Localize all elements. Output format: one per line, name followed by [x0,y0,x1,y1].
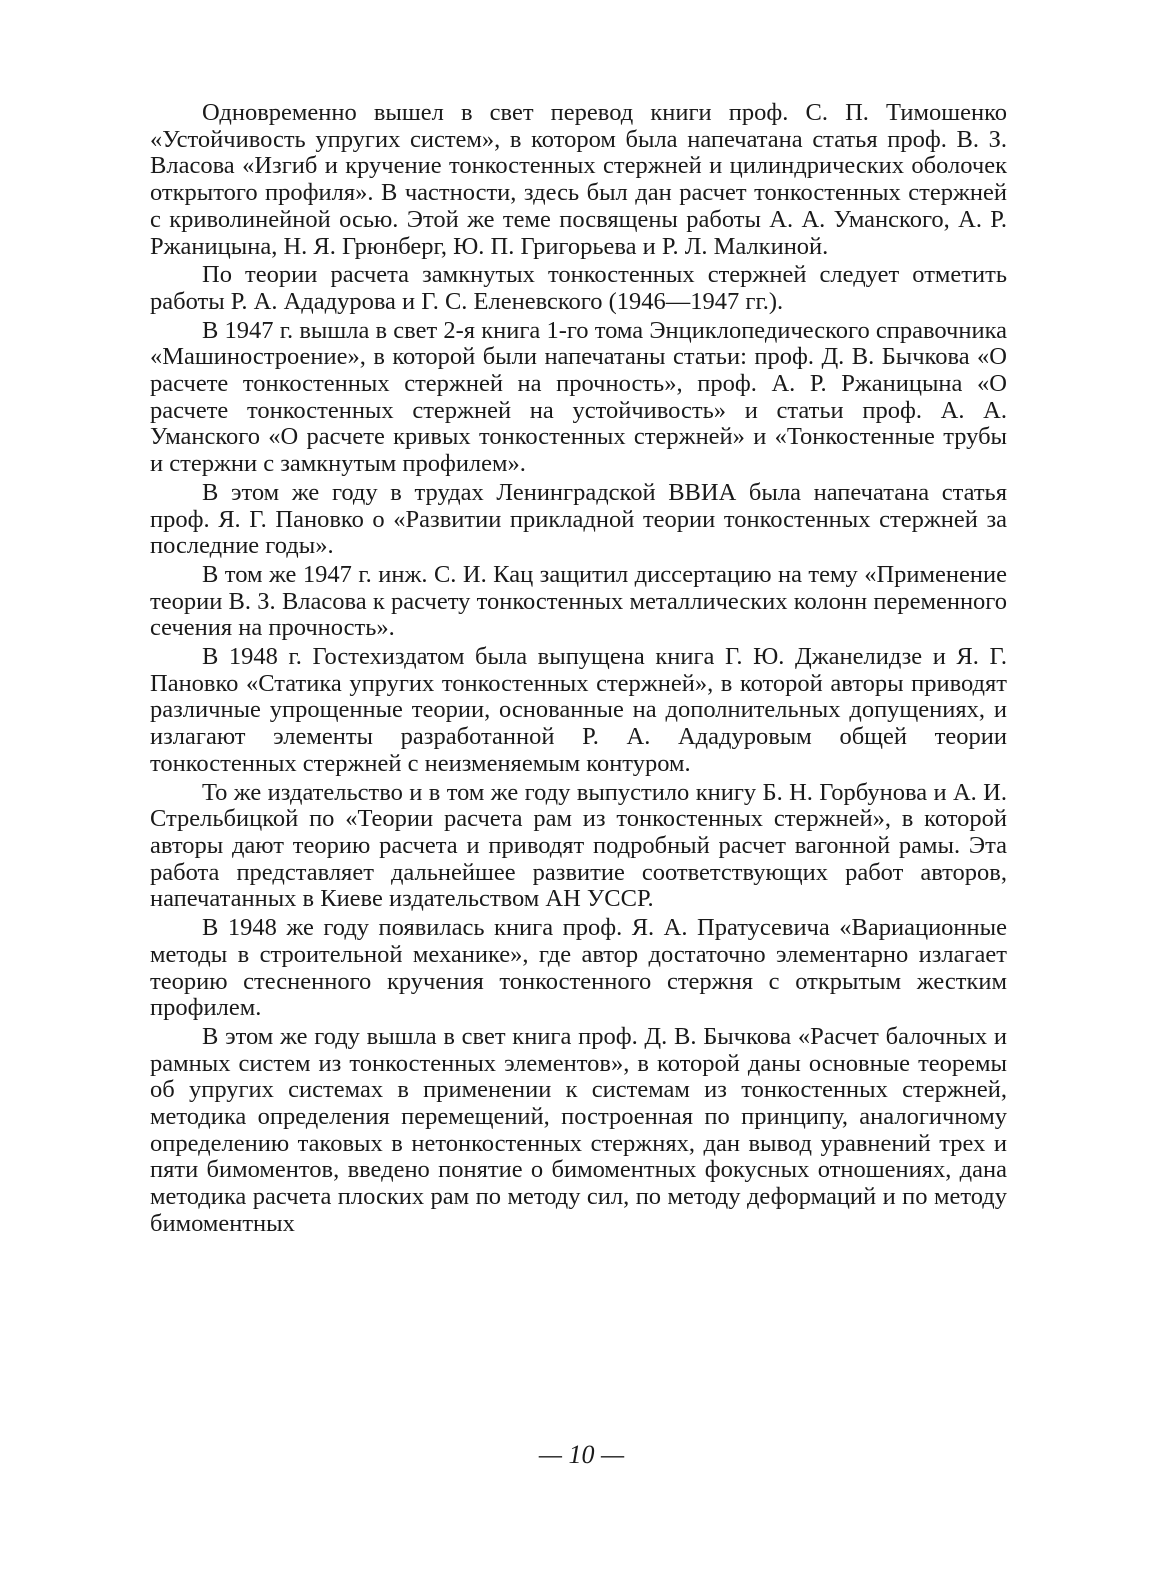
paragraph-5: В том же 1947 г. инж. С. И. Кац защитил диссертацию на тему «Применение теории В. З. Власова к расчету тонкостенных металлических колонн переменного сечения на прочность». [150,560,1007,642]
paragraph-3: В 1947 г. вышла в свет 2-я книга 1-го тома Энциклопедического справочника «Машиностроение», в которой были напечатаны статьи: проф. Д. В. Бычкова «О расчете тонкостенных стержней на прочность», проф. А. Р. Ржаницына «О расчете тонкостенных стержней на устойчивость» и статьи проф. А. А. Уманского «О расчете кривых тонкостенных стержней» и «Тонкостенные трубы и стержни с замкнутым профилем». [150,316,1007,478]
paragraph-8: В 1948 же году появилась книга проф. Я. А. Пратусевича «Вариационные методы в строительной механике», где автор достаточно элементарно излагает теорию стесненного кручения тонкостенного стержня с открытым жестким профилем. [150,914,1007,1022]
paragraph-6: В 1948 г. Гостехиздатом была выпущена книга Г. Ю. Джанелидзе и Я. Г. Пановко «Статика упругих тонкостенных стержней», в которой авторы приводят различные упрощенные теории, основанные на дополнительных допущениях, и излагают элементы разработанной Р. А. Ададуровым общей теории тонкостенных стержней с неизменяемым контуром. [150,643,1007,777]
paragraph-2: По теории расчета замкнутых тонкостенных стержней следует отметить работы Р. А. Ададурова и Г. С. Еленевского (1946—1947 гг.). [150,261,1007,315]
paragraph-4: В этом же году в трудах Ленинградской ВВИА была напечатана статья проф. Я. Г. Пановко о «Развитии прикладной теории тонкостенных стержней за последние годы». [150,478,1007,560]
paragraph-9: В этом же году вышла в свет книга проф. Д. В. Бычкова «Расчет балочных и рамных систем из тонкостенных элементов», в которой даны основные теоремы об упругих системах в применении к системам из тонкостенных стержней, методика определения перемещений, построенная по принципу, аналогичному определению таковых в нетонкостенных стержнях, дан вывод уравнений трех и пяти бимоментов, введено понятие о бимоментных фокусных отношениях, дана методика расчета плоских рам по методу сил, по методу деформаций и по методу бимоментных [150,1022,1007,1237]
page-number: — 10 — [538,1440,625,1469]
paragraph-1: Одновременно вышел в свет перевод книги проф. С. П. Тимошенко «Устойчивость упругих систем», в котором была напечатана статья проф. В. З. Власова «Изгиб и кручение тонкостенных стержней и цилиндрических оболочек открытого профиля». В частности, здесь был дан расчет тонкостенных стержней с криволинейной осью. Этой же теме посвящены работы А. А. Уманского, А. Р. Ржаницына, Н. Я. Грюнберг, Ю. П. Григорьева и Р. Л. Малкиной. [150,99,1007,260]
paragraph-7: То же издательство и в том же году выпустило книгу Б. Н. Горбунова и А. И. Стрельбицкой по «Теории расчета рам из тонкостенных стержней», в которой авторы дают теорию расчета и приводят подробный расчет вагонной рамы. Эта работа представляет дальнейшее развитие соответствующих работ авторов, напечатанных в Киеве издательством АН УССР. [150,778,1007,913]
page-body [150,100,1007,1500]
